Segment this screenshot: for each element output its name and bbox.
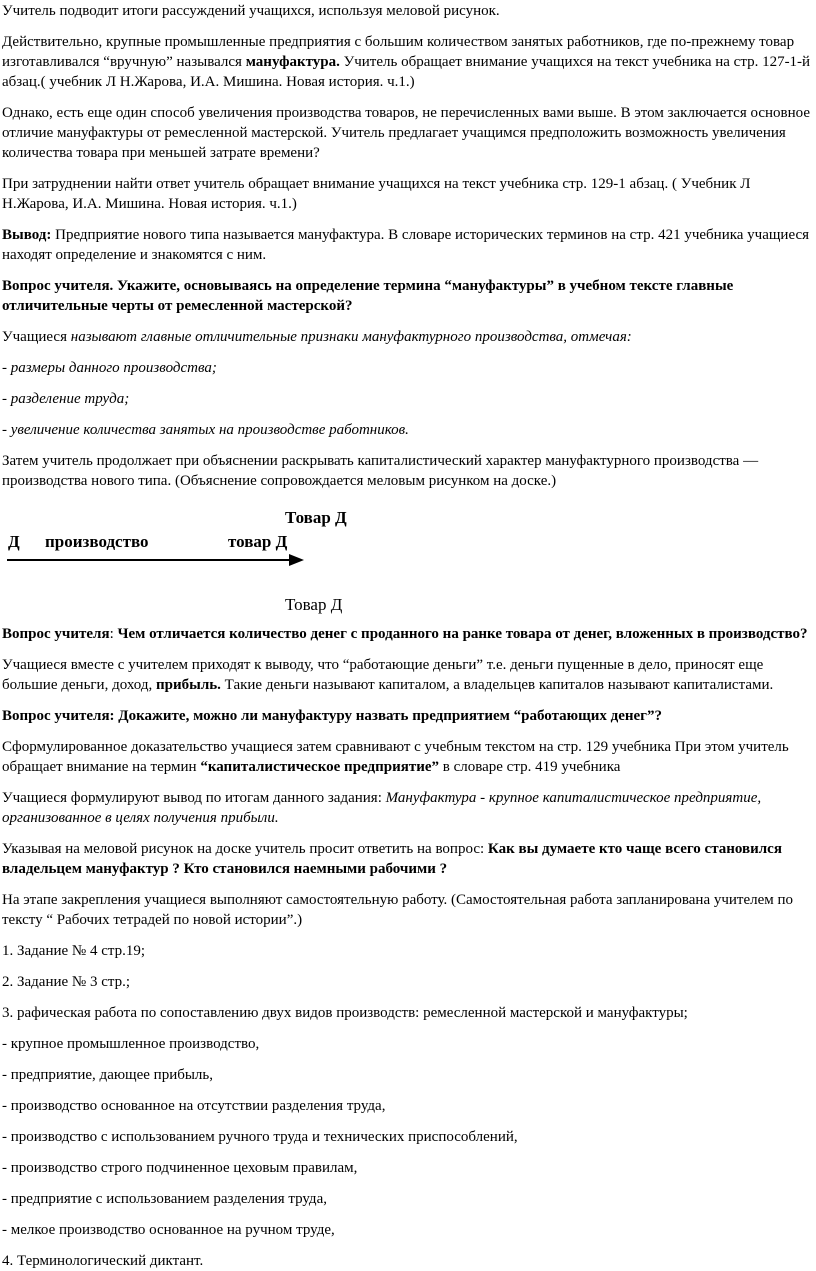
paragraph-chalk-question bbox=[2, 839, 812, 879]
text-segment: Такие деньги называют капиталом, а владельцев капиталов называют капиталистами. bbox=[220, 677, 774, 693]
text-segment: в словаре стр. 419 учебника bbox=[439, 759, 621, 775]
text-segment-italic: называют главные отличительные признаки мануфактурного производства, отмечая: bbox=[70, 329, 632, 345]
paragraph-students-name bbox=[2, 327, 812, 347]
paragraph-students-conclusion bbox=[2, 788, 812, 828]
list-item: - производство основанное на отсутствии разделения труда, bbox=[2, 1098, 386, 1114]
paragraph-conclusion bbox=[2, 225, 812, 265]
teacher-question-3: Вопрос учителя: Докажите, можно ли мануфактуру назвать предприятием “работающих денег”? bbox=[2, 708, 662, 724]
text-segment: Сформулированное доказательство учащиеся затем сравнивают с учебным текстом на стр. 129 учебника При этом учитель обращает внимание на термин bbox=[2, 739, 789, 775]
text-segment: Учитель обращает внимание учащихся на текст учебника на стр. 127-1-й абзац.( учебник Л Н.Жарова, И.А. Мишина. Новая история. ч.1.) bbox=[2, 54, 811, 90]
chalk-diagram bbox=[2, 502, 812, 615]
list-item: - предприятие с использованием разделения труда, bbox=[2, 1191, 327, 1207]
text-segment: Указывая на меловой рисунок на доске учитель просит ответить на вопрос: bbox=[2, 841, 488, 857]
diagram-label-production: производство bbox=[45, 532, 149, 551]
conclusion-label: Вывод: bbox=[2, 227, 52, 243]
paragraph-textbook-reference: При затруднении найти ответ учитель обращает внимание учащихся на текст учебника стр. 129-1 абзац. ( Учебник Л Н.Жарова, И.А. Мишина. Новая история. ч.1.) bbox=[2, 176, 751, 212]
paragraph-manufacture-definition bbox=[2, 32, 812, 92]
conclusion-text: Предприятие нового типа называется мануфактура. В словаре исторических терминов на стр. 421 учебника учащиеся находят определение и знакомятся с ним. bbox=[2, 227, 810, 263]
list-item: - разделение труда; bbox=[2, 391, 130, 407]
text-segment: Учащиеся bbox=[2, 329, 71, 345]
diagram-label-goods-money: товар Д bbox=[228, 532, 288, 551]
list-item: - мелкое производство основанное на ручном труде, bbox=[2, 1222, 335, 1238]
list-item: - предприятие, дающее прибыль, bbox=[2, 1067, 214, 1083]
list-item: - крупное промышленное производство, bbox=[2, 1036, 260, 1052]
teacher-question-1: Вопрос учителя. Укажите, основываясь на определение термина “мануфактуры” в учебном тексте главные отличительные черты от ремесленной мастерской? bbox=[2, 278, 734, 314]
paragraph-working-money bbox=[2, 655, 812, 695]
list-item: 1. Задание № 4 стр.19; bbox=[2, 943, 146, 959]
list-item: - увеличение количества занятых на производстве работников. bbox=[2, 422, 409, 438]
list-item: 3. рафическая работа по сопоставлению двух видов производств: ремесленной мастерской и мануфактуры; bbox=[2, 1005, 688, 1021]
list-item: 4. Терминологический диктант. bbox=[2, 1253, 204, 1269]
list-item: 2. Задание № 3 стр.; bbox=[2, 974, 131, 990]
question-text: Чем отличается количество денег с проданного на ранке товара от денег, вложенных в производство? bbox=[117, 626, 808, 642]
text-segment-italic: Мануфактура - крупное капиталистическое предприятие, организованное в целях получения прибыли. bbox=[2, 790, 762, 826]
question-owners: Как вы думаете кто чаще всего становился владельцем мануфактур ? Кто становился наемными рабочими ? bbox=[2, 841, 782, 877]
text-segment: Действительно, крупные промышленные предприятия с большим количеством занятых работников, где по-прежнему товар изготавливался “вручную” назывался bbox=[2, 34, 795, 70]
diagram-arrow bbox=[2, 502, 332, 615]
question-colon: : bbox=[109, 626, 118, 642]
teacher-question-2 bbox=[2, 624, 812, 644]
diagram-label-bottom: Товар Д bbox=[285, 595, 343, 614]
paragraph-another-way: Однако, есть еще один способ увеличения производства товаров, не перечисленных вами выше. В этом заключается основное отличие мануфактуры от ремесленной мастерской. Учитель предлагает учащимся предположить возможность увеличения количества товара при меньшей затрате времени? bbox=[2, 105, 811, 161]
paragraph-consolidation: На этапе закрепления учащиеся выполняют самостоятельную работу. (Самостоятельная работа запланирована учителем по тексту “ Рабочих тетрадей по новой истории”.) bbox=[2, 892, 794, 928]
term-capitalist-enterprise: “капиталистическое предприятие” bbox=[200, 759, 439, 775]
term-manufactura: мануфактура. bbox=[245, 54, 340, 70]
list-item: - размеры данного производства; bbox=[2, 360, 217, 376]
diagram-label-top: Товар Д bbox=[285, 508, 347, 527]
text-segment: Учащиеся формулируют вывод по итогам данного задания: bbox=[2, 790, 386, 806]
paragraph-intro: Учитель подводит итоги рассуждений учащихся, используя меловой рисунок. bbox=[2, 3, 500, 19]
list-item: - производство строго подчиненное цеховым правилам, bbox=[2, 1160, 358, 1176]
text-segment: Учащиеся вместе с учителем приходят к выводу, что “работающие деньги” т.е. деньги пущенные в дело, приносят еще большие деньги, доход, bbox=[2, 657, 764, 693]
diagram-label-money: Д bbox=[8, 532, 20, 551]
paragraph-proof bbox=[2, 737, 812, 777]
list-item: - производство с использованием ручного труда и технических приспособлений, bbox=[2, 1129, 518, 1145]
question-label: Вопрос учителя bbox=[2, 626, 110, 642]
term-profit: прибыль. bbox=[155, 677, 221, 693]
paragraph-capitalist-character: Затем учитель продолжает при объяснении раскрывать капиталистический характер мануфактурного производства — производства нового типа. (Объяснение сопровождается меловым рисунком на доске.) bbox=[2, 453, 759, 489]
